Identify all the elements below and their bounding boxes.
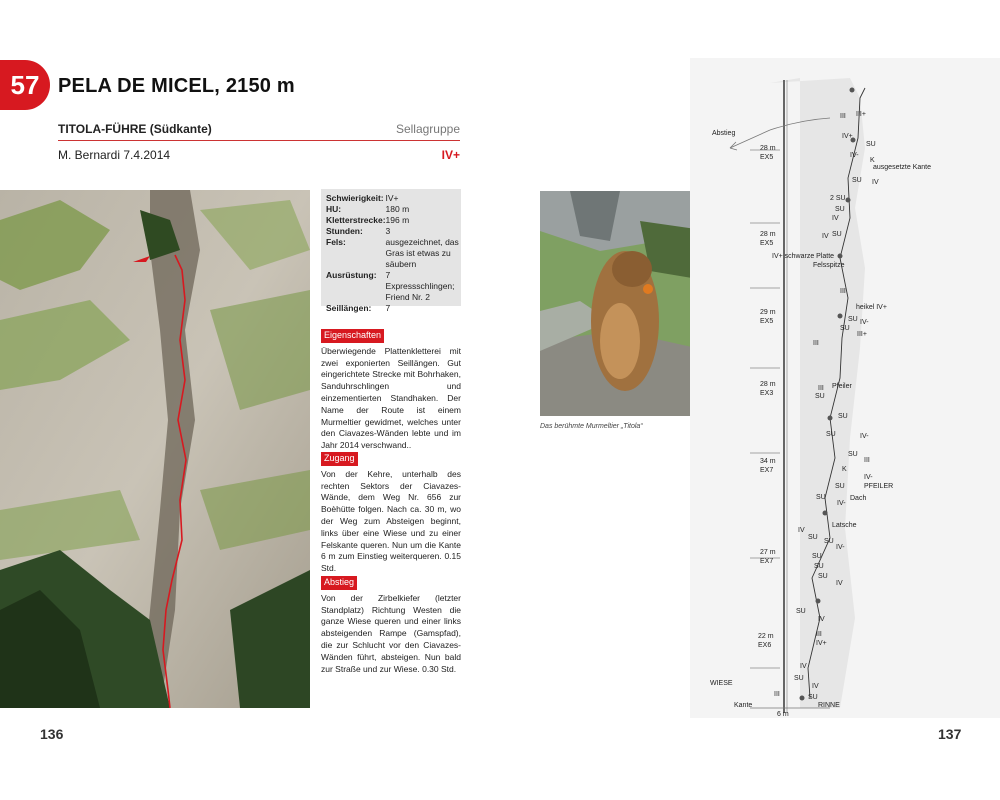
topo-label-pfeiler-caps: PFEILER (864, 483, 894, 490)
topo-mark: SU (835, 483, 845, 490)
section-text: Von der Kehre, unterhalb des rechten Sektors der Ciavazes-Wände, dem Weg Nr. 656 zur Boèhütte folgen. Nach ca. 30 m, wo der Weg zum Absteigen beginnt, links über eine Wiese und zu einer Felskante queren. Nun um die Kante 6 m zum Einstieg weiterqueren. 0.15 Std. (321, 468, 461, 574)
info-row (326, 193, 461, 204)
section-heading: Zugang (321, 452, 358, 466)
pitch-bolts: EX7 (760, 467, 774, 474)
topo-mark: SU (832, 231, 842, 238)
topo-mark: IV (798, 527, 805, 534)
topo-mark: III+ (856, 111, 866, 118)
pitch-length: 27 m (760, 549, 776, 556)
topo-label-dach: Dach (850, 495, 867, 502)
topo-mark: SU (826, 431, 836, 438)
topo-mark: SU (840, 325, 850, 332)
pitch-bolts: EX5 (760, 154, 774, 161)
route-topo (690, 58, 1000, 718)
info-key: Fels: (326, 237, 346, 247)
topo-mark: IV (822, 233, 829, 240)
topo-mark: III (818, 385, 824, 392)
info-value: 3 (385, 226, 391, 236)
topo-mark: SU (796, 608, 806, 615)
info-key: Schwierigkeit: (326, 193, 384, 203)
topo-mark: SU (824, 538, 834, 545)
topo-mark: IV (812, 683, 819, 690)
section-text: Von der Zirbelkiefer (letzter Standplatz) Richtung Westen die ganze Wiese queren und einer links absteigenden Rampe (Gamspfad), die zur Schlucht vor den Ciavazes-Wänden führt, absteigen. Nun bald zur Straße und zur Wiese. 0.30 Std. (321, 592, 461, 674)
topo-label-ausgesetzte-kante: ausgesetzte Kante (873, 164, 931, 171)
first-ascent-author: M. Bernardi 7.4.2014 (58, 148, 171, 162)
topo-label-latsche: Latsche (832, 522, 857, 529)
topo-label-felsspitze: Felsspitze (813, 262, 845, 269)
pitch-length: 34 m (760, 458, 776, 465)
topo-mark: III (813, 340, 819, 347)
section-abstieg (321, 576, 461, 675)
rock-face-photo (0, 190, 310, 708)
pitch-bolts: EX6 (758, 642, 772, 649)
pitch-bolts: EX3 (760, 390, 774, 397)
topo-mark: SU (814, 563, 824, 570)
topo-mark: IV+ (842, 133, 853, 140)
section-eigenschaften (321, 329, 461, 452)
topo-label-heikel: heikel IV+ (856, 304, 887, 311)
header-divider (58, 140, 460, 141)
route-info-box (321, 189, 461, 313)
route-name: TITOLA-FÜHRE (Südkante) (58, 122, 212, 136)
info-row (326, 226, 461, 237)
topo-mark: IV- (860, 433, 869, 440)
info-key: Seillängen: (326, 303, 372, 313)
pitch-bolts: EX5 (760, 318, 774, 325)
topo-mark: SU (794, 675, 804, 682)
info-row (326, 237, 461, 270)
topo-mark: SU (852, 177, 862, 184)
route-grade: IV+ (441, 148, 460, 162)
pitch-bolts: EX7 (760, 558, 774, 565)
info-value: IV+ (385, 193, 399, 203)
topo-mark: SU (808, 534, 818, 541)
photo-caption: Das berühmte Murmeltier „Titola“ (540, 423, 643, 430)
section-zugang (321, 452, 461, 575)
topo-mark: SU (815, 393, 825, 400)
topo-mark: III (840, 113, 846, 120)
pitch-length: 28 m (760, 231, 776, 238)
topo-mark: IV- (860, 319, 869, 326)
info-key: Stunden: (326, 226, 363, 236)
topo-mark: SU (808, 694, 818, 701)
topo-mark: K (870, 157, 875, 164)
info-row (326, 215, 461, 226)
topo-mark: III (864, 457, 870, 464)
topo-label-abstieg: Abstieg (712, 130, 736, 137)
topo-mark: SU (816, 494, 826, 501)
route-title: PELA DE MICEL, 2150 m (58, 75, 295, 97)
info-key: HU: (326, 204, 342, 214)
topo-label-pfeiler: Pfeiler (832, 383, 852, 390)
info-row (326, 270, 461, 303)
topo-mark: K (842, 466, 847, 473)
topo-mark: IV+ (816, 640, 827, 647)
info-value: 7 Expressschlingen; Friend Nr. 2 (385, 270, 455, 302)
topo-mark: IV (818, 616, 825, 623)
marmot-photo (540, 191, 710, 416)
topo-mark: III (840, 288, 846, 295)
topo-mark: IV- (850, 152, 859, 159)
pitch-length: 22 m (758, 633, 774, 640)
topo-label-2su: 2 SU (830, 195, 846, 202)
section-heading: Abstieg (321, 576, 357, 590)
pitch-bolts: EX5 (760, 240, 774, 247)
page-number-left: 136 (40, 726, 64, 742)
topo-mark: SU (818, 573, 828, 580)
topo-mark: SU (838, 413, 848, 420)
topo-mark: SU (848, 316, 858, 323)
pitch-length: 29 m (760, 309, 776, 316)
info-key: Kletterstrecke: (326, 215, 386, 225)
topo-mark: SU (866, 141, 876, 148)
topo-mark: IV (836, 580, 843, 587)
topo-label-rinne: RINNE (818, 702, 840, 709)
pitch-length: 28 m (760, 145, 776, 152)
topo-mark: IV- (837, 500, 846, 507)
page-number-right: 137 (938, 726, 962, 742)
topo-mark: SU (835, 206, 845, 213)
topo-label-kante: Kante (734, 702, 753, 709)
topo-mark: IV- (864, 474, 873, 481)
route-number-badge: 57 (0, 60, 50, 110)
topo-mark: IV- (836, 544, 845, 551)
topo-mark: III (816, 631, 822, 638)
pitch-length: 28 m (760, 381, 776, 388)
topo-label-6m: 6 m (777, 711, 789, 718)
section-heading: Eigenschaften (321, 329, 384, 343)
topo-mark: SU (848, 451, 858, 458)
topo-mark: SU (812, 553, 822, 560)
info-row (326, 204, 461, 215)
topo-mark: III+ (857, 331, 867, 338)
info-value: ausgezeichnet, das Gras ist etwas zu säubern (385, 237, 459, 269)
info-row (326, 303, 461, 314)
topo-label-wiese: WIESE (710, 680, 733, 687)
mountain-group: Sellagruppe (395, 122, 460, 136)
info-key: Ausrüstung: (326, 270, 377, 280)
info-value: 196 m (385, 215, 410, 225)
info-value: 7 (385, 303, 391, 313)
info-value: 180 m (385, 204, 410, 214)
topo-mark: IV (872, 179, 879, 186)
topo-mark: III (774, 691, 780, 698)
topo-mark: IV (832, 215, 839, 222)
topo-mark: IV (800, 663, 807, 670)
section-text: Überwiegende Plattenkletterei mit zwei exponierten Seillängen. Gut eingerichtete Strecke mit Bohrhaken, Sanduhrschlingen und einzementierten Standhaken. Der Name der Route ist einem Murmeltier gewidmet, welches unter den Ciavazes-Wänden lebte und im Jahr 2014 verschwand.. (321, 345, 461, 451)
topo-label-schwarze-platte: IV+ schwarze Platte (772, 253, 835, 260)
